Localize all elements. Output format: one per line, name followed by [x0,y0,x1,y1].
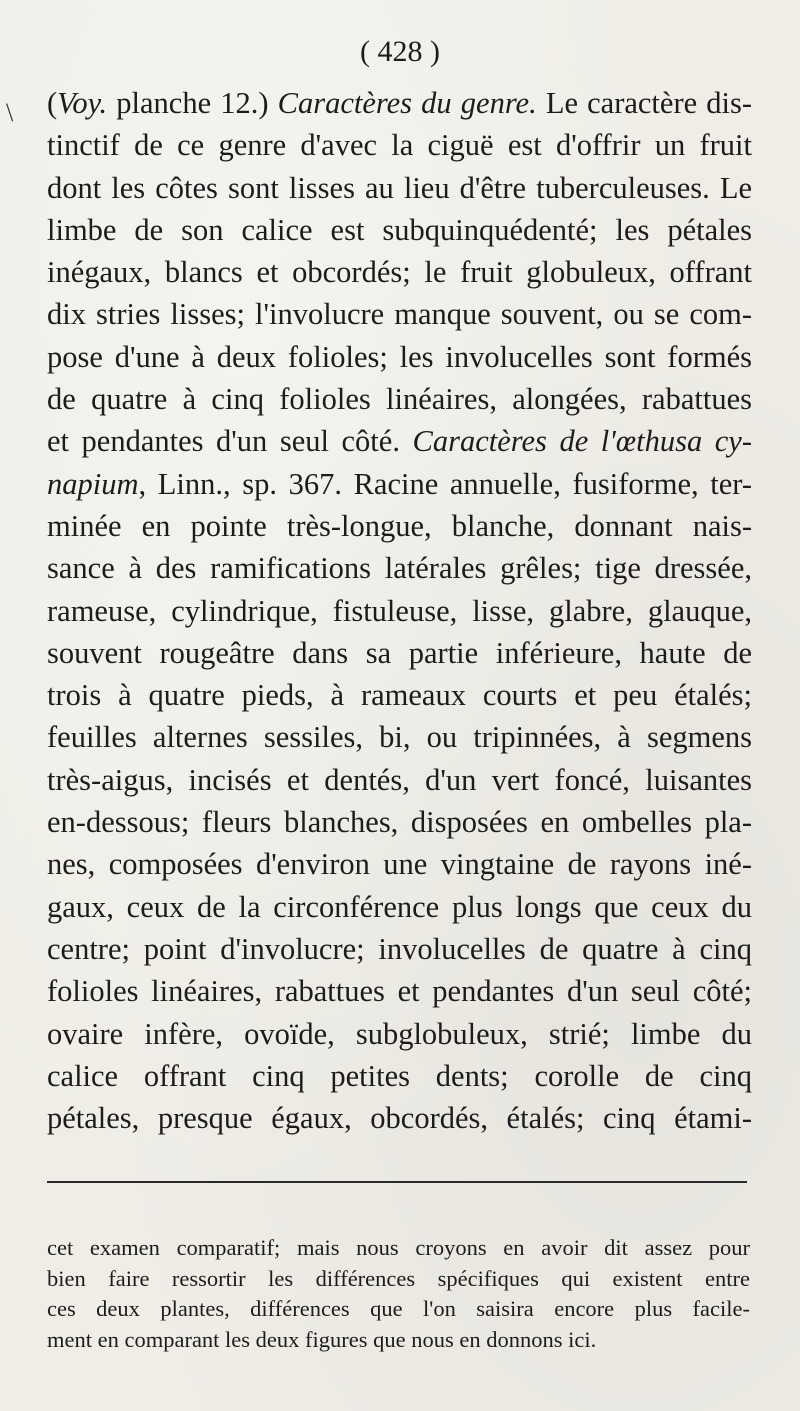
text-line [47,251,752,293]
text-segment: souvent rougeâtre dans sa partie inférieure, haute de [47,635,752,670]
text-line [47,1055,752,1097]
text-segment: de quatre à cinq folioles linéaires, alongées, rabattues [47,382,752,417]
text-segment: centre; point d'involucre; involucelles de quatre à cinq [47,931,752,966]
text-line [47,505,752,547]
text-line [47,1097,752,1139]
text-segment: dont les côtes sont lisses au lieu d'être tuberculeuses. Le [47,170,752,205]
text-segment: ( [47,86,58,120]
italic-text: Caractères de l'œthusa cy- [412,424,752,459]
text-segment: , Linn., sp. 367. Racine annuelle, fusiforme, ter- [138,466,752,501]
footnote-block [47,1233,750,1356]
text-segment: planche 12.) [107,86,278,120]
text-line [47,463,752,505]
text-segment: Le caractère dis- [536,86,752,120]
text-line [47,928,752,970]
text-segment: gaux, ceux de la circonférence plus longs que ceux du [47,889,752,924]
text-segment: feuilles alternes sessiles, bi, ou tripinnées, à segmens [47,720,752,755]
text-line [47,970,752,1012]
text-segment: trois à quatre pieds, à rameaux courts et peu étalés; [47,678,752,713]
text-segment: en-dessous; fleurs blanches, disposées en ombelles pla- [47,805,752,840]
text-segment: très-aigus, incisés et dentés, d'un vert foncé, luisantes [47,762,752,797]
text-line [47,886,752,928]
text-segment: inégaux, blancs et obcordés; le fruit globuleux, offrant [47,255,752,290]
text-line [47,843,752,885]
footnote-line: ces deux plantes, différences que l'on saisira encore plus facile- [47,1296,750,1322]
text-line [47,632,752,674]
text-line [47,209,752,251]
text-line [47,82,752,124]
italic-text: Caractères du genre. [277,86,537,120]
margin-mark: \ [6,98,14,127]
text-segment: tinctif de ce genre d'avec la ciguë est d'offrir un fruit [47,128,752,163]
footnote-line: ment en comparant les deux figures que nous en donnons ici. [47,1327,597,1353]
text-line [47,336,752,378]
text-line [47,1013,752,1055]
italic-text: napium [47,466,139,501]
page-number: ( 428 ) [360,35,440,68]
text-line [47,716,752,758]
text-segment: sance à des ramifications latérales grêles; tige dressée, [47,551,752,586]
text-segment: ovaire infère, ovoïde, subglobuleux, strié; limbe du [47,1016,752,1051]
text-segment: et pendantes d'un seul côté. [47,424,413,459]
text-line [47,293,752,335]
italic-text: Voy. [57,86,108,120]
text-line [47,378,752,420]
text-line [47,167,752,209]
text-line [47,420,752,462]
footnote-line: bien faire ressortir les différences spécifiques qui existent entre [47,1265,750,1291]
text-segment: nes, composées d'environ une vingtaine de rayons iné- [47,847,752,882]
main-text-block [47,82,752,1139]
text-segment: pétales, presque égaux, obcordés, étalés; cinq étami- [47,1101,752,1136]
text-segment: pose d'une à deux folioles; les involucelles sont formés [47,339,752,374]
text-line [47,124,752,166]
footnote-separator-rule [47,1181,747,1183]
text-segment: dix stries lisses; l'involucre manque souvent, ou se com- [47,297,752,332]
text-segment: limbe de son calice est subquinquédenté; les pétales [47,212,752,247]
text-segment: folioles linéaires, rabattues et pendantes d'un seul côté; [47,974,752,1009]
text-line [47,801,752,843]
footnote-line: cet examen comparatif; mais nous croyons en avoir dit assez pour [47,1235,750,1260]
text-segment: calice offrant cinq petites dents; corolle de cinq [47,1058,752,1093]
text-line [47,547,752,589]
text-segment: rameuse, cylindrique, fistuleuse, lisse, glabre, glauque, [47,593,752,628]
text-line [47,590,752,632]
text-line [47,674,752,716]
text-line [47,759,752,801]
text-segment: minée en pointe très-longue, blanche, donnant nais- [47,508,752,543]
